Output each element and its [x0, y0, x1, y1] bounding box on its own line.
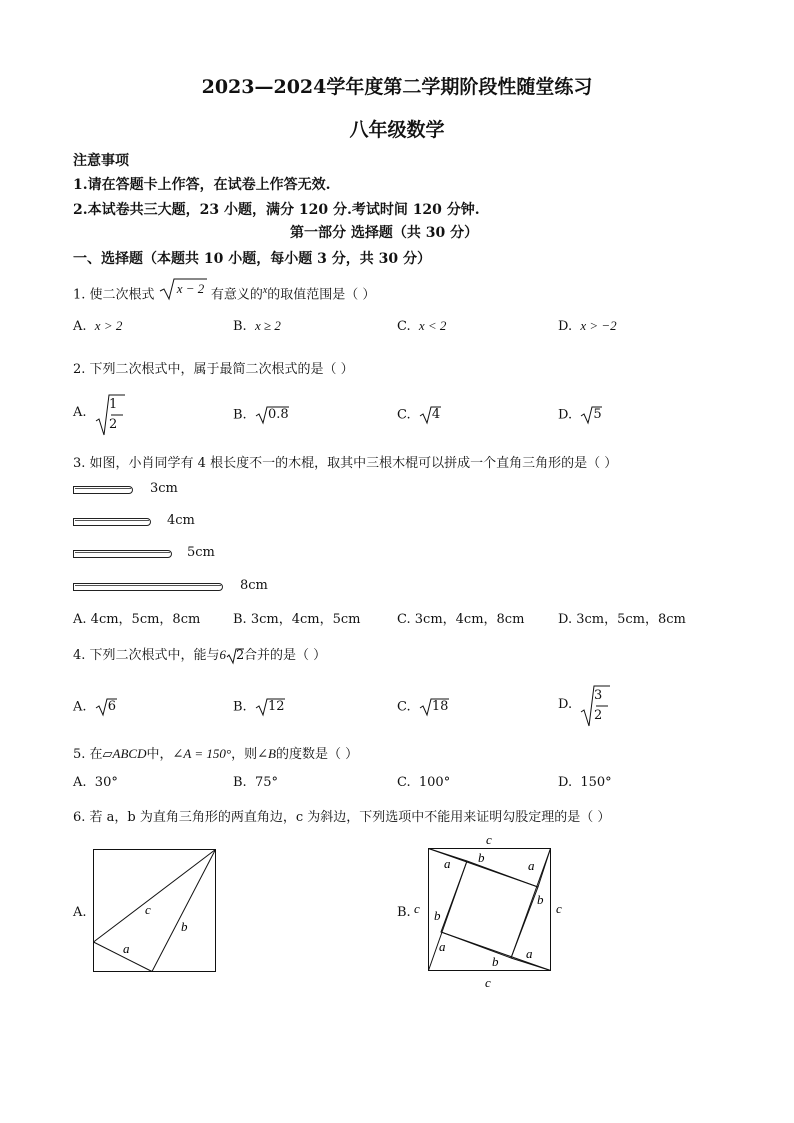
page-subtitle: 八年级数学 [349, 119, 445, 141]
svg-text:c: c [486, 832, 492, 847]
question-4-stem: 4. 下列二次根式中，能与6 2 合并的是（ ） [73, 647, 327, 663]
stick-label-8cm: 8cm [240, 578, 268, 593]
q5-option-d[interactable]: D. 150° [558, 775, 612, 790]
q3-option-c[interactable]: C. 3cm，4cm，8cm [397, 612, 525, 627]
q2-a-den: 2 [109, 417, 118, 432]
svg-text:a: a [444, 856, 451, 871]
svg-text:c: c [414, 901, 420, 916]
stick-label-5cm: 5cm [187, 545, 215, 560]
stick-3cm [73, 486, 133, 494]
q4-option-c[interactable]: C. 18 [397, 697, 449, 717]
q4-option-b[interactable]: B. 12 [233, 697, 285, 717]
q6-figure-a[interactable] [90, 846, 220, 976]
page-title: 2023—2024学年度第二学期阶段性随堂练习 [201, 76, 593, 98]
stick-8cm [73, 583, 223, 591]
q1-mid: 有意义的 [210, 287, 263, 303]
q2-option-c[interactable]: C. 4 [397, 405, 441, 425]
stick-5cm [73, 550, 172, 558]
q3-option-a[interactable]: A. 4cm，5cm，8cm [73, 612, 201, 627]
q6-figure-b[interactable] [410, 830, 580, 995]
q1-radicand: x − 2 [176, 281, 205, 296]
stick-label-4cm: 4cm [167, 513, 195, 528]
fig-a-label-b: b [181, 919, 188, 934]
q3-option-d[interactable]: D. 3cm，5cm，8cm [558, 612, 686, 627]
notice-item-2: 2.本试卷共三大题，23 小题，满分 120 分.考试时间 120 分钟. [73, 202, 480, 218]
q4-option-d[interactable]: D. 3 2 [558, 684, 618, 728]
question-1-stem [73, 283, 375, 307]
fig-a-label-c: c [145, 902, 151, 917]
q4-option-a[interactable]: A. 6 [73, 697, 117, 717]
q1-prefix: 1. 使二次根式 [73, 287, 155, 303]
svg-text:b: b [537, 892, 544, 907]
q1-var: x [262, 285, 268, 297]
part-title: 第一部分 选择题（共 30 分） [290, 225, 479, 241]
svg-text:c: c [556, 901, 562, 916]
svg-text:b: b [478, 850, 485, 865]
svg-text:b: b [492, 954, 499, 969]
fig-a-label-a: a [123, 941, 130, 956]
q6-option-b-label[interactable]: B. [397, 905, 411, 920]
question-5-stem: 5. 在▱ABCD中，∠A = 150°，则∠B的度数是（ ） [73, 746, 359, 762]
q5-option-b[interactable]: B. 75° [233, 775, 278, 790]
q2-option-d[interactable]: D. 5 [558, 405, 602, 425]
q5-option-a[interactable]: A. 30° [73, 775, 118, 790]
svg-text:a: a [528, 858, 535, 873]
svg-text:a: a [526, 946, 533, 961]
question-3-stem: 3. 如图，小肖同学有 4 根长度不一的木棍，取其中三根木棍可以拼成一个直角三角形的是（ ） [73, 456, 618, 471]
svg-text:a: a [439, 939, 446, 954]
q6-option-a-label[interactable]: A. [73, 905, 87, 920]
q1-option-c[interactable]: C. x < 2 [397, 318, 447, 334]
stick-4cm [73, 518, 151, 526]
q1-radical [159, 277, 207, 301]
q2-a-num: 1 [109, 397, 118, 412]
svg-text:b: b [434, 908, 441, 923]
q1-option-a[interactable]: A. x > 2 [73, 318, 123, 334]
q1-option-b[interactable]: B. x ≥ 2 [233, 318, 281, 334]
q3-option-b[interactable]: B. 3cm，4cm，5cm [233, 612, 361, 627]
q2-option-b[interactable]: B. 0.8 [233, 405, 289, 425]
svg-text:c: c [485, 975, 491, 990]
q5-option-c[interactable]: C. 100° [397, 775, 451, 790]
section-title: 一、选择题（本题共 10 小题，每小题 3 分，共 30 分） [73, 251, 431, 267]
q1-suffix: 的取值范围是（ ） [267, 287, 376, 303]
notice-heading: 注意事项 [73, 153, 129, 169]
question-6-stem: 6. 若 a，b 为直角三角形的两直角边，c 为斜边，下列选项中不能用来证明勾股定理的是（ ） [73, 810, 611, 825]
stick-label-3cm: 3cm [150, 481, 178, 496]
q1-option-d[interactable]: D. x > −2 [558, 318, 617, 334]
notice-item-1: 1.请在答题卡上作答，在试卷上作答无效. [73, 177, 331, 193]
question-2-stem: 2. 下列二次根式中，属于最简二次根式的是（ ） [73, 362, 354, 377]
